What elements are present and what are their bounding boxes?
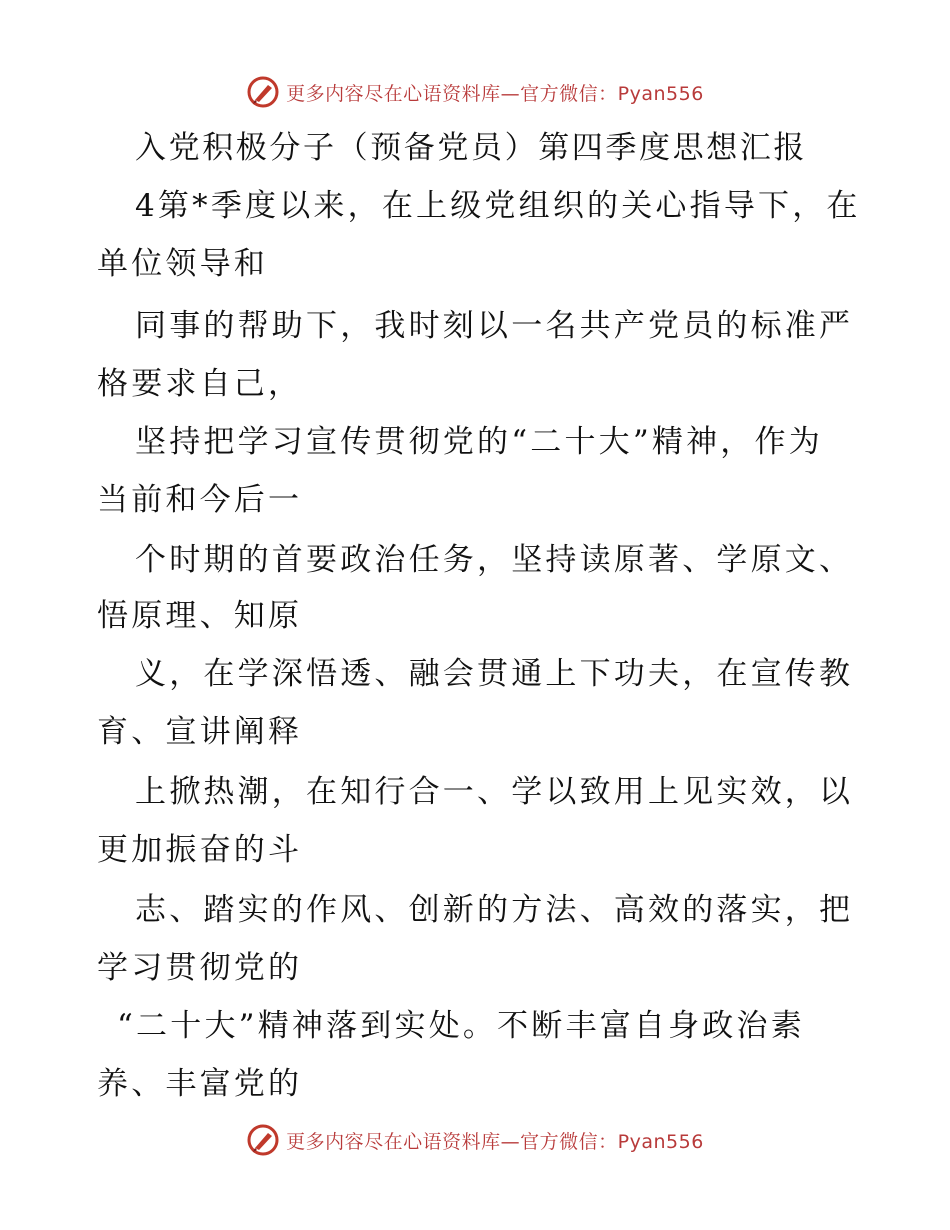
paragraph-line: 更加振奋的斗 (97, 832, 303, 868)
paragraph-line: 义，在学深悟透、融会贯通上下功夫，在宣传教 (135, 656, 854, 692)
header-watermark (0, 72, 950, 112)
footer-watermark (0, 1120, 950, 1160)
paragraph-line: 育、宣讲阐释 (97, 714, 303, 750)
paragraph-line: 4第*季度以来，在上级党组织的关心指导下，在 (135, 188, 861, 224)
watermark-text: 更多内容尽在心语资料库—官方微信：Pyan556 (286, 1130, 704, 1153)
paragraph-line: 个时期的首要政治任务，坚持读原著、学原文、 (135, 542, 854, 578)
paragraph-line: 坚持把学习宣传贯彻党的“二十大”精神，作为 (135, 424, 823, 460)
paragraph-line: 悟原理、知原 (97, 598, 303, 634)
paragraph-line: 上掀热潮，在知行合一、学以致用上见实效，以 (135, 774, 854, 810)
document-title: 入党积极分子（预备党员）第四季度思想汇报 (135, 130, 807, 166)
paragraph-line: 格要求自己， (97, 366, 303, 402)
paragraph-line: “二十大”精神落到实处。不断丰富自身政治素 (117, 1008, 805, 1044)
pen-circle-logo-icon (246, 75, 280, 109)
paragraph-line: 志、踏实的作风、创新的方法、高效的落实，把 (135, 892, 854, 928)
paragraph-line: 单位领导和 (97, 246, 268, 282)
paragraph-line: 同事的帮助下，我时刻以一名共产党员的标准严 (135, 308, 854, 344)
paragraph-line: 养、丰富党的 (97, 1066, 303, 1102)
paragraph-line: 学习贯彻党的 (97, 950, 303, 986)
watermark-text: 更多内容尽在心语资料库—官方微信：Pyan556 (286, 82, 704, 105)
paragraph-line: 当前和今后一 (97, 482, 303, 518)
pen-circle-logo-icon (246, 1123, 280, 1157)
